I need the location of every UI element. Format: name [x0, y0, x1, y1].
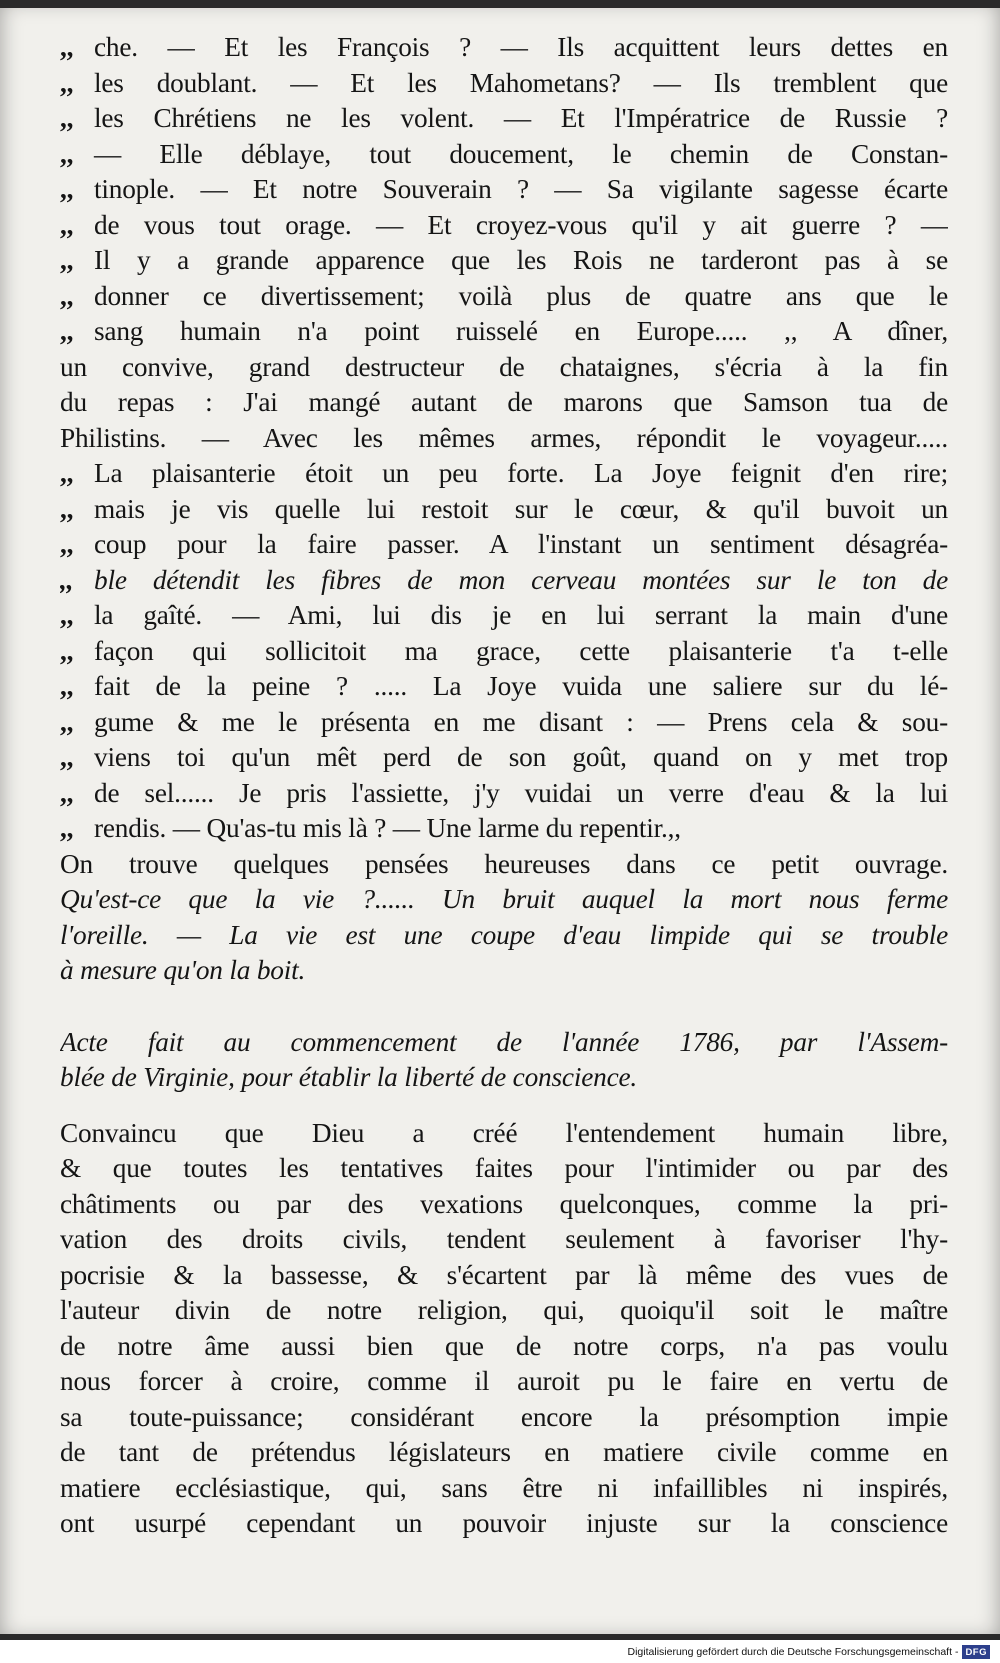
text-line: ,, La plaisanterie étoit un peu forte. La Joye feignit d'en rire;: [60, 456, 948, 492]
text-line: du repas : J'ai mangé autant de marons que Samson tua de: [60, 387, 948, 417]
text-line: ,, donner ce divertissement; voilà plus de quatre ans que le: [60, 279, 948, 315]
dfg-logo-icon: DFG: [962, 1645, 990, 1659]
text-line: ,, mais je vis quelle lui restoit sur le cœur, & qu'il buvoit un: [60, 492, 948, 528]
quote-mark: ,,: [60, 209, 74, 240]
text-line: pocrisie & la bassesse, & s'écartent par là même des vues de: [60, 1259, 948, 1290]
text-line: ,, viens toi qu'un mêt perd de son goût, quand on y met trop: [60, 740, 948, 776]
quote-mark: ,,: [60, 174, 74, 204]
text-line: Convaincu que Dieu a créé l'entendement humain libre,: [60, 1117, 948, 1148]
paragraph-gap: [60, 989, 948, 1025]
text-line: ont usurpé cependant un pouvoir injuste sur la conscience: [60, 1508, 948, 1538]
quote-mark: ,,: [60, 458, 74, 488]
text-line: ,, che. — Et les François ? — Ils acquittent leurs dettes en: [60, 30, 948, 66]
text-line: vation des droits civils, tendent seulement à favoriser l'hy-: [60, 1224, 948, 1254]
text-line: l'oreille. — La vie est une coupe d'eau limpide qui se trouble: [60, 919, 948, 950]
text-line: ,, — Elle déblaye, tout doucement, le chemin de Constan-: [60, 137, 948, 173]
quote-mark: ,,: [60, 635, 74, 666]
text-line: ,, façon qui sollicitoit ma grace, cette plaisanterie t'a t-elle: [60, 634, 948, 670]
text-line: l'auteur divin de notre religion, qui, quoiqu'il soit le maître: [60, 1295, 948, 1325]
quote-mark: ,,: [60, 529, 74, 559]
page-text: [60, 30, 948, 1542]
quote-mark: ,,: [60, 706, 74, 737]
quote-mark: ,,: [60, 777, 74, 808]
text-line: & que toutes les tentatives faites pour l'intimider ou par des: [60, 1153, 948, 1183]
text-line: ,, Il y a grande apparence que les Rois ne tarderont pas à se: [60, 243, 948, 279]
text-line: ,, la gaîté. — Ami, lui dis je en lui serrant la main d'une: [60, 598, 948, 634]
text-line: un convive, grand destructeur de chataignes, s'écria à la fin: [60, 351, 948, 382]
paragraph-gap: [60, 1096, 948, 1116]
quote-mark: ,,: [60, 742, 74, 772]
text-line: nous forcer à croire, comme il auroit pu le faire en vertu de: [60, 1366, 948, 1396]
quote-mark: ,,: [60, 103, 74, 133]
quote-mark: ,,: [60, 245, 74, 275]
funding-acknowledgement: [628, 1643, 990, 1661]
text-line: ,, sang humain n'a point ruisselé en Europe..... ,, A dîner,: [60, 314, 948, 350]
quote-mark: ,,: [60, 600, 74, 630]
text-line: ,, gume & me le présenta en me disant : — Prens cela & sou-: [60, 705, 948, 741]
quote-mark: ,,: [60, 671, 74, 701]
quote-mark: ,,: [60, 32, 74, 62]
text-line: châtiments ou par des vexations quelconques, comme la pri-: [60, 1188, 948, 1219]
quote-mark: ,,: [60, 813, 74, 843]
text-line: ,, ble détendit les fibres de mon cerveau montées sur le ton de: [60, 563, 948, 599]
text-line: ,, tinople. — Et notre Souverain ? — Sa vigilante sagesse écarte: [60, 172, 948, 208]
text-line: de tant de prétendus législateurs en matiere civile comme en: [60, 1437, 948, 1467]
quote-mark: ,,: [60, 67, 74, 98]
text-line: sa toute-puissance; considérant encore la présomption impie: [60, 1401, 948, 1432]
text-line: de notre âme aussi bien que de notre corps, n'a pas voulu: [60, 1330, 948, 1361]
quote-mark: ,,: [60, 316, 74, 346]
text-line: à mesure qu'on la boit.: [60, 955, 306, 985]
text-line: Qu'est-ce que la vie ?...... Un bruit auquel la mort nous ferme: [60, 884, 948, 914]
quote-mark: ,,: [60, 138, 74, 169]
quote-mark: ,,: [60, 564, 74, 595]
acknowledgement-text: Digitalisierung gefördert durch die Deutsche Forschungsgemeinschaft -: [627, 1646, 959, 1658]
section-heading-line: blée de Virginie, pour établir la liberté de conscience.: [60, 1062, 638, 1092]
text-line: ,, fait de la peine ? ..... La Joye vuida une saliere sur du lé-: [60, 669, 948, 705]
text-line: ,, coup pour la faire passer. A l'instant un sentiment désagréa-: [60, 527, 948, 563]
quote-mark: ,,: [60, 493, 74, 524]
text-line: On trouve quelques pensées heureuses dans ce petit ouvrage.: [60, 848, 948, 879]
section-heading-line: Acte fait au commencement de l'année 1786, par l'Assem-: [60, 1026, 948, 1057]
quote-mark: ,,: [60, 280, 74, 311]
text-line: ,, de sel...... Je pris l'assiette, j'y vuidai un verre d'eau & la lui: [60, 776, 948, 812]
text-line: ,, de vous tout orage. — Et croyez-vous qu'il y ait guerre ? —: [60, 208, 948, 244]
text-line: ,, rendis. — Qu'as-tu mis là ? — Une larme du repentir.,,: [60, 811, 948, 847]
text-line: Philistins. — Avec les mêmes armes, répondit le voyageur.....: [60, 422, 948, 453]
text-line: matiere ecclésiastique, qui, sans être ni infaillibles ni inspirés,: [60, 1472, 948, 1503]
text-line: ,, les Chrétiens ne les volent. — Et l'Impératrice de Russie ?: [60, 101, 948, 137]
text-line: ,, les doublant. — Et les Mahometans? — Ils tremblent que: [60, 66, 948, 102]
